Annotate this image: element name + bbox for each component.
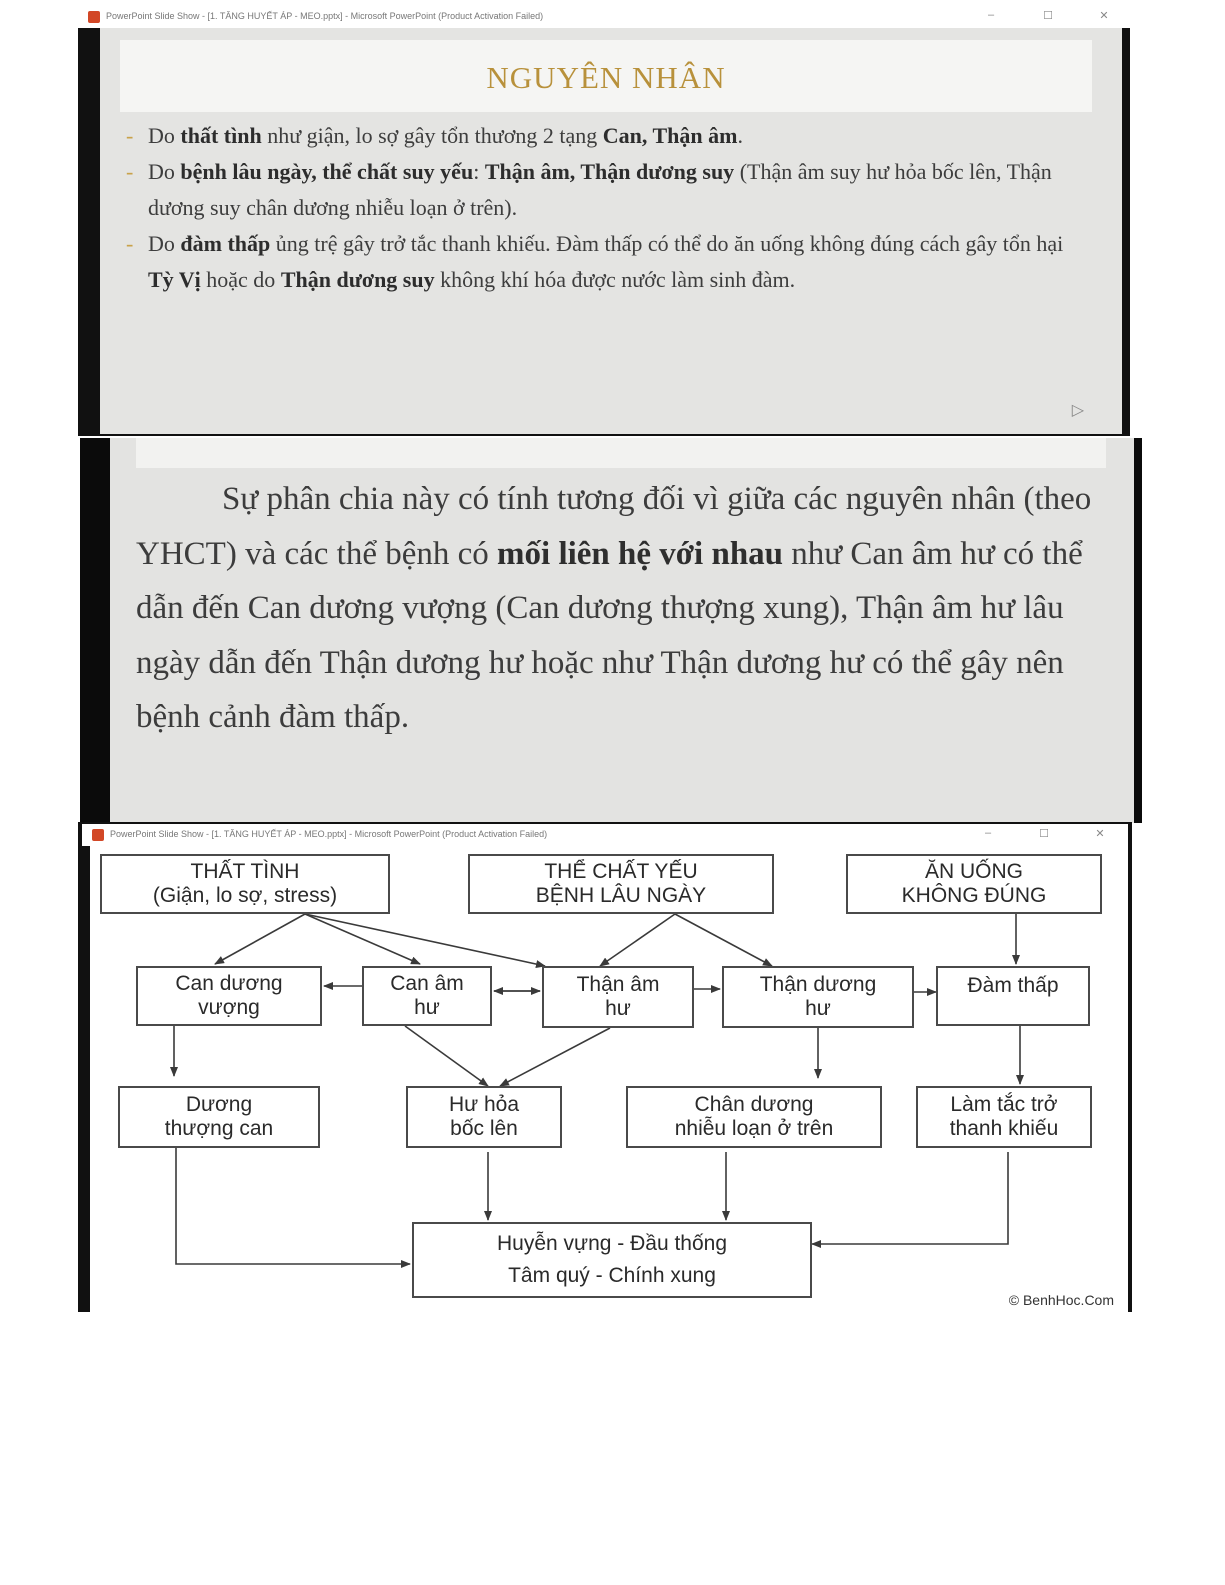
bullet-text: (Thận âm suy hư hỏa bốc lên, Thận dương suy chân dương nhiễu loạn ở trên). <box>148 159 1052 220</box>
box-line: Đàm thấp <box>967 974 1059 997</box>
arrow <box>215 914 305 964</box>
bullet-text: Do <box>148 159 181 184</box>
box-line: vượng <box>198 996 260 1019</box>
cause-diagram <box>90 846 1128 1312</box>
slide-nguyen-nhan <box>100 28 1122 434</box>
bullet-text: hoặc do <box>200 267 281 292</box>
box-line: hư <box>414 996 440 1019</box>
box-line: Tâm quý - Chính xung <box>508 1264 716 1287</box>
bullet-text: : <box>473 159 485 184</box>
box-line: Can dương <box>175 972 283 995</box>
arrow <box>305 914 545 966</box>
slide-heading-bar <box>120 40 1092 112</box>
window-titlebar <box>82 824 1128 846</box>
box-line: (Giận, lo sợ, stress) <box>152 884 338 907</box>
slide-phan-chia <box>110 438 1134 823</box>
box-line: Hư hỏa <box>448 1093 520 1116</box>
bullet-marker: - <box>126 123 134 148</box>
box-line: Làm tắc trở <box>950 1093 1058 1116</box>
box-line: Chân dương <box>694 1093 814 1116</box>
bullet-bold: bệnh lâu ngày, thể chất suy yếu <box>180 159 474 184</box>
window-titlebar <box>78 6 1130 28</box>
bullet-text: Do <box>148 231 181 256</box>
maximize-button[interactable]: ☐ <box>1043 10 1053 22</box>
close-button[interactable]: ✕ <box>1099 10 1109 22</box>
bullet-item <box>126 226 1092 298</box>
bullet-bold: thất tình <box>180 123 262 148</box>
box-line: ĂN UỐNG <box>924 860 1023 883</box>
bullet-bold: đàm thấp <box>180 231 271 256</box>
bullet-bold: Thận dương suy <box>280 267 435 292</box>
paragraph-text: như Can âm hư có thể dẫn đến Can dương vượng (Can dương thượng xung), Thận âm hư lâu ngày dẫn đến Thận dương hư hoặc như Thận dương hư có thể gây nên bệnh cảnh đàm thấp. <box>136 535 1083 735</box>
arrow <box>600 914 675 966</box>
bullet-text: không khí hóa được nước làm sinh đàm. <box>434 267 796 292</box>
minimize-button[interactable]: – <box>984 827 992 839</box>
effect-hu-hoa <box>406 1086 562 1148</box>
slide-paragraph <box>136 472 1116 745</box>
minimize-button[interactable]: – <box>987 9 995 21</box>
slideshow-window-3 <box>78 822 1132 1312</box>
slide-top-bar <box>136 438 1106 468</box>
slide-heading: NGUYÊN NHÂN <box>486 60 726 95</box>
box-line: Thận âm <box>576 973 660 996</box>
paragraph-text: Sự phân chia này có tính tương đối vì giữa các nguyên nhân (theo YHCT) và các thể bệnh có <box>136 481 1092 572</box>
condition-can-am-hu <box>362 966 492 1026</box>
box-line: thượng can <box>164 1117 274 1140</box>
cause-an-uong <box>846 854 1102 914</box>
bullet-text: ủng trệ gây trở tắc thanh khiếu. Đàm thấp có thể do ăn uống không đúng cách gây tổn hại <box>270 231 1064 256</box>
arrow <box>675 914 772 966</box>
arrow <box>305 914 420 964</box>
copyright-label: © BenhHoc.Com <box>1008 1292 1114 1308</box>
box-line: thanh khiếu <box>949 1117 1059 1140</box>
box-line: hư <box>605 997 631 1020</box>
box-line: Huyễn vựng - Đầu thống <box>496 1232 728 1255</box>
slideshow-window-2 <box>80 438 1142 823</box>
box-line: Can âm <box>390 972 464 995</box>
box-line: KHÔNG ĐÚNG <box>901 884 1047 907</box>
arrow <box>500 1028 610 1086</box>
mouse-cursor-icon: ▷ <box>1071 402 1084 419</box>
bullet-bold: Thận âm, Thận dương suy <box>484 159 735 184</box>
box-line: BỆNH LÂU NGÀY <box>535 884 707 907</box>
bullet-bold: Tỳ Vị <box>148 267 201 292</box>
bullet-item <box>126 154 1092 226</box>
bullet-marker: - <box>126 231 134 256</box>
bullet-text: Do <box>148 123 181 148</box>
condition-than-am-hu <box>542 966 694 1028</box>
box-line: Thận dương <box>759 973 877 996</box>
box-line: hư <box>805 997 831 1020</box>
condition-dam-thap <box>936 966 1090 1026</box>
cause-the-chat <box>468 854 774 914</box>
powerpoint-icon <box>88 11 100 23</box>
arrow <box>405 1026 488 1086</box>
paragraph-bold: mối liên hệ với nhau <box>497 535 784 572</box>
effect-chan-duong <box>626 1086 882 1148</box>
close-button[interactable]: ✕ <box>1095 828 1105 840</box>
window-title: PowerPoint Slide Show - [1. TĂNG HUYẾT ÁP - MEO.pptx] - Microsoft PowerPoint (Product Activation Failed) <box>110 829 548 839</box>
bullet-marker: - <box>126 159 134 184</box>
bullet-text: . <box>737 123 743 148</box>
window-title: PowerPoint Slide Show - [1. TĂNG HUYẾT ÁP - MEO.pptx] - Microsoft PowerPoint (Product Activation Failed) <box>106 11 544 21</box>
powerpoint-icon <box>92 829 104 841</box>
slideshow-window-1 <box>78 6 1130 436</box>
box-line: THỂ CHẤT YẾU <box>544 860 698 883</box>
condition-can-duong-vuong <box>136 966 322 1026</box>
bullet-item <box>126 118 1092 154</box>
condition-than-duong-hu <box>722 966 914 1028</box>
bullet-bold: Can, Thận âm <box>602 123 738 148</box>
effect-lam-tac <box>916 1086 1092 1148</box>
arrow <box>812 1152 1008 1244</box>
arrow <box>176 1148 410 1264</box>
effect-duong-thuong-can <box>118 1086 320 1148</box>
maximize-button[interactable]: ☐ <box>1039 828 1049 840</box>
box-line: nhiễu loạn ở trên <box>674 1117 834 1140</box>
box-line: Dương <box>185 1093 253 1116</box>
bullet-list <box>126 118 1092 298</box>
bullet-text: như giận, lo sợ gây tổn thương 2 tạng <box>261 123 603 148</box>
box-line: THẤT TÌNH <box>190 860 300 883</box>
cause-that-tinh <box>100 854 390 914</box>
box-line: bốc lên <box>450 1117 518 1140</box>
outcome-box <box>412 1222 812 1298</box>
